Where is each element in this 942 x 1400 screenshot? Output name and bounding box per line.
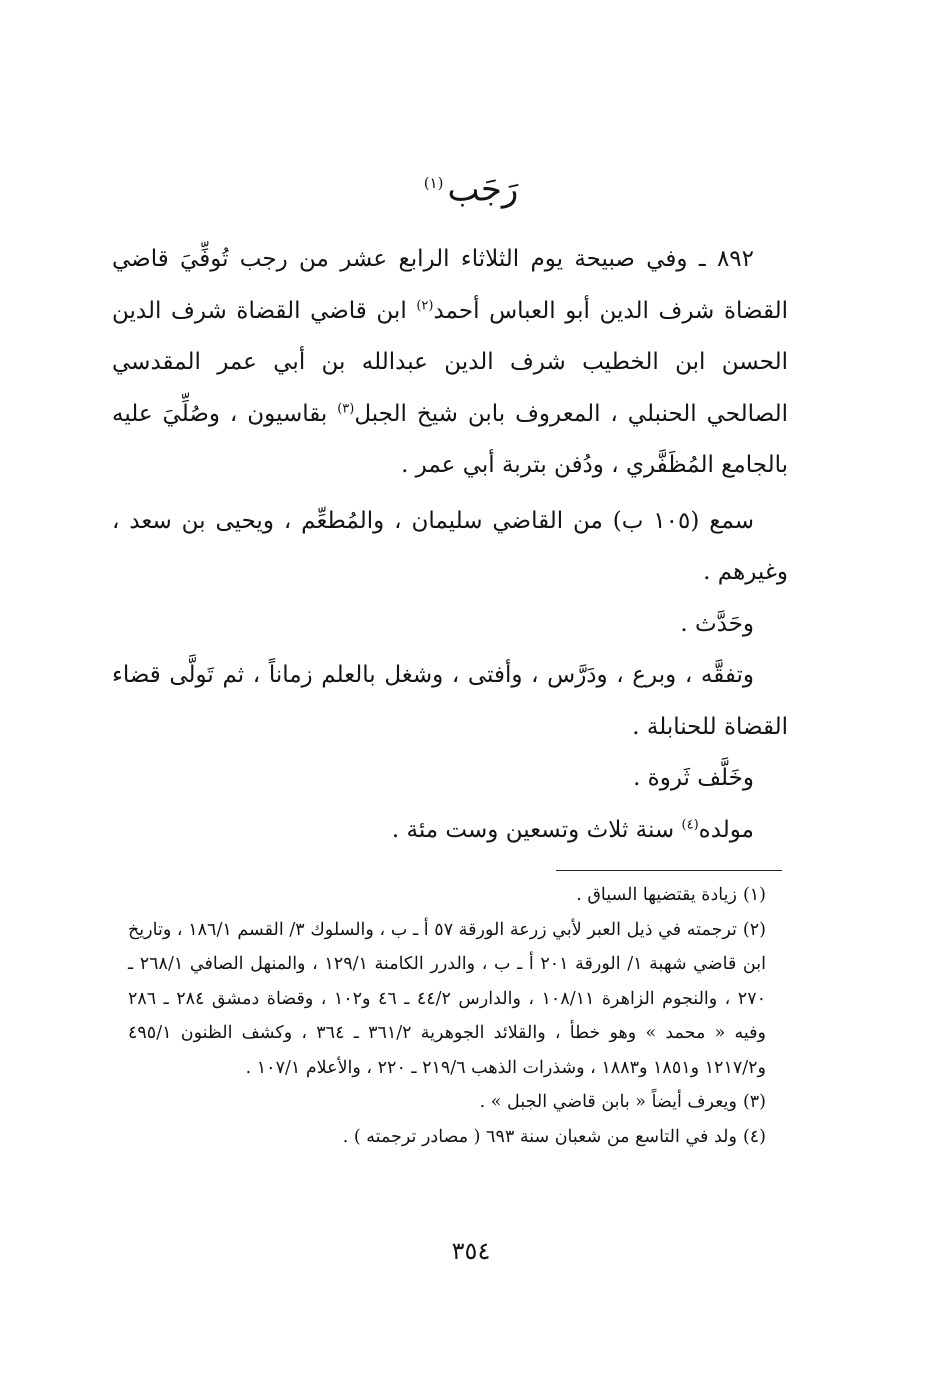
- paragraph-teachers: سمع (١٠٥ ب) من القاضي سليمان ، والمُطعِّم ، ويحيى بن سعد ، وغيرهم .: [112, 507, 788, 585]
- footnote-3: [128, 1085, 786, 1120]
- footnote-4: [128, 1120, 786, 1155]
- footnote-separator: [556, 870, 782, 871]
- footnote-2-text: ترجمته في ذيل العبر لأبي زرعة الورقة ٥٧ أ ـ ب ، والسلوك ٣/ القسم ١٨٦/١ ، وتاريخ ابن قاضي شهبة ١/ الورقة ٢٠١ أ ـ ب ، والدرر الكامنة ١٢٩/١ ، والمنهل الصافي ٢٦٨/١ ـ ٢٧٠ ، والنجوم الزاهرة ١٠٨/١١ ، والدارس ٤٤/٢ ـ ٤٦ و١٠٢ ، وقضاة دمشق ٢٨٤ ـ ٢٨٦ وفيه « محمد » وهو خطأ ، والقلائد الجوهرية ٣٦١/٢ ـ ٣٦٤ ، وكشف الظنون ٤٩٥/١ و١٢١٧/٢ و١٨٥١ و١٨٨٣ ، وشذرات الذهب ٢١٩/٦ ـ ٢٢٠ ، والأعلام ١٠٧/١ .: [128, 919, 766, 1078]
- page-number: ٣٥٤: [451, 1237, 491, 1265]
- paragraph-1-part-b: ابن قاضي القضاة شرف الدين الحسن ابن الخطيب شرف الدين عبدالله بن أبي عمر المقدسي الصالحي الحنبلي ، المعروف بابن شيخ الجبل: [112, 297, 788, 427]
- footnote-ref-2: (٢): [416, 297, 434, 313]
- footnote-3-text: ويعرف أيضاً « بابن قاضي الجبل » .: [479, 1092, 737, 1112]
- footnote-4-text: ولد في التاسع من شعبان سنة ٦٩٣ ( مصادر ترجمته ) .: [342, 1126, 737, 1147]
- paragraph-1-part-c: بقاسيون ، وصُلِّيَ عليه بالجامع المُظَفَّري ، ودُفن بتربة أبي عمر .: [112, 400, 788, 478]
- heading-title: رَجَب: [447, 169, 519, 210]
- paragraph-wealth: وخَلَّف ثَروة .: [633, 765, 754, 791]
- paragraph-entry-892: [112, 234, 788, 492]
- paragraph-1-part-a: ٨٩٢ ـ وفي صبيحة يوم الثلاثاء الرابع عشر من رجب تُوفِّيَ قاضي القضاة شرف الدين أبو العباس أحمد: [112, 246, 788, 324]
- footnote-ref-3: (٣): [337, 400, 355, 416]
- paragraph-birth: [112, 805, 788, 857]
- paragraph-6-part-a: مولده: [698, 816, 754, 843]
- footnote-2-number: (٢): [742, 919, 766, 940]
- footnote-2: [128, 913, 786, 1086]
- footnote-1-number: (١): [742, 885, 766, 905]
- footnote-1-text: زيادة يقتضيها السياق .: [576, 885, 737, 905]
- heading-footnote-ref: (١): [423, 174, 444, 192]
- footnote-4-number: (٤): [742, 1126, 766, 1147]
- paragraph-6-part-b: سنة ثلاث وتسعين وست مئة .: [391, 816, 682, 843]
- footnote-3-number: (٣): [742, 1092, 766, 1112]
- footnotes: [128, 878, 786, 1154]
- paragraph-narrated: وحَدَّث .: [680, 610, 754, 637]
- footnote-1: [128, 878, 786, 913]
- footnote-ref-4: (٤): [681, 816, 699, 832]
- main-text: [112, 234, 788, 856]
- paragraph-career: وتفقَّه ، وبرع ، ودَرَّس ، وأفتى ، وشغل بالعلم زماناً ، ثم تَولَّى قضاء القضاة للحنابلة .: [112, 662, 788, 740]
- chapter-heading: [0, 158, 942, 214]
